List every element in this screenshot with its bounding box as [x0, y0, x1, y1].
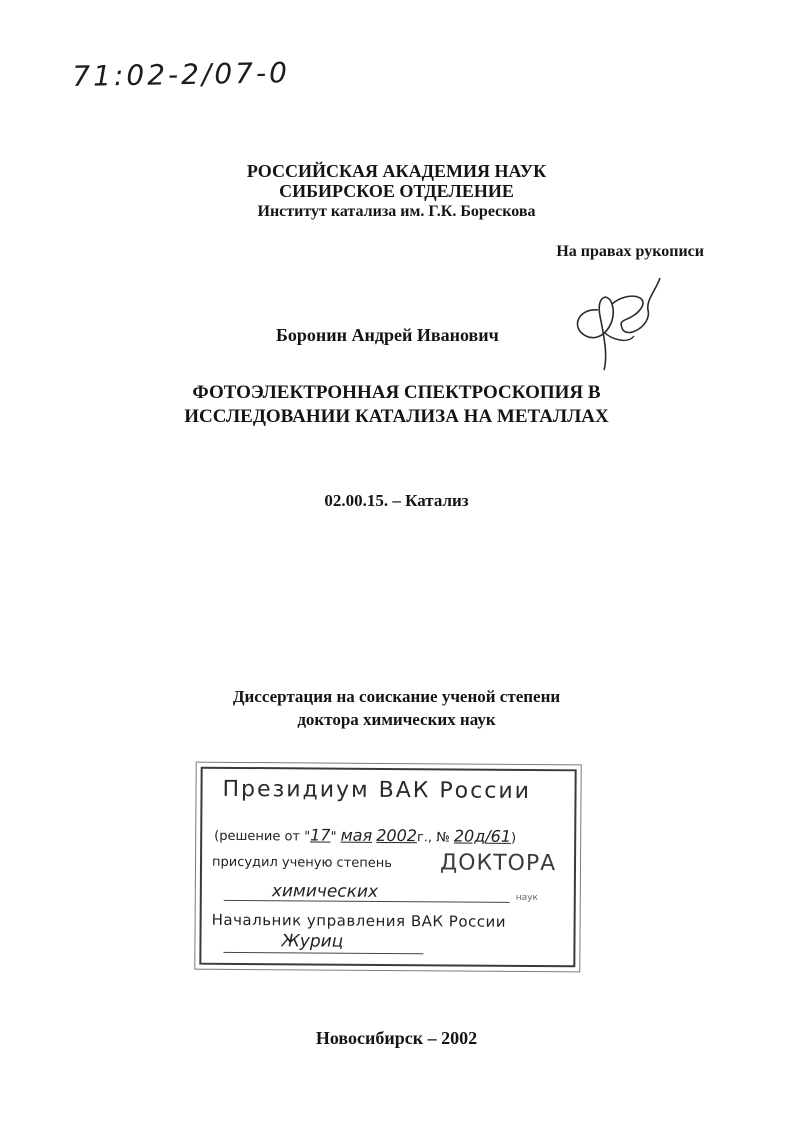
stamp-chief-text: Начальник управления ВАК России [211, 910, 507, 931]
rights-note: На правах рукописи [556, 243, 704, 260]
stamp-field-line [224, 900, 510, 903]
institute-name: Институт катализа им. Г.К. Борескова [257, 203, 536, 220]
branch-name: СИБИРСКОЕ ОТДЕЛЕНИЕ [279, 181, 514, 201]
author-signature [568, 270, 668, 375]
stamp-chief-signature: Журиц [281, 931, 344, 952]
stamp-decision-month: мая [340, 825, 373, 845]
dissertation-title-line-1: ФОТОЭЛЕКТРОННАЯ СПЕКТРОСКОПИЯ В [192, 382, 601, 403]
stamp-title: Президиум ВАК России [222, 776, 532, 804]
dissertation-type-line-1: Диссертация на соискание ученой степени [232, 687, 561, 706]
dissertation-type-line-2: доктора химических наук [297, 710, 496, 729]
dissertation-title-line-2: ИССЛЕДОВАНИИ КАТАЛИЗА НА МЕТАЛЛАХ [184, 406, 609, 427]
city-year: Новосибирск – 2002 [315, 1028, 478, 1048]
specialty-code: 02.00.15. – Катализ [324, 491, 469, 510]
stamp-degree: ДОКТОРА [439, 850, 557, 877]
stamp-signature-line [223, 952, 423, 954]
stamp-decision [214, 825, 516, 846]
archive-code: 71:02-2/07-0 [72, 56, 291, 93]
stamp-decision-close: ) [510, 830, 517, 846]
academy-name: РОССИЙСКАЯ АКАДЕМИЯ НАУК [246, 161, 547, 181]
stamp-decision-number: 20д/61 [453, 826, 512, 846]
author-name: Боронин Андрей Иванович [276, 325, 499, 345]
stamp-field: химических [271, 881, 379, 902]
stamp-decision-year: 2002 [376, 825, 418, 846]
stamp-field-suffix: наук [515, 892, 538, 904]
stamp-decision-year-suffix: г., № [416, 830, 450, 846]
stamp-decision-prefix: (решение от " [214, 828, 311, 845]
stamp-awarded-text: присудил ученую степень [211, 854, 393, 872]
vak-stamp [199, 767, 576, 968]
stamp-decision-mid: " [330, 829, 337, 845]
stamp-decision-day: 17 [310, 825, 331, 845]
